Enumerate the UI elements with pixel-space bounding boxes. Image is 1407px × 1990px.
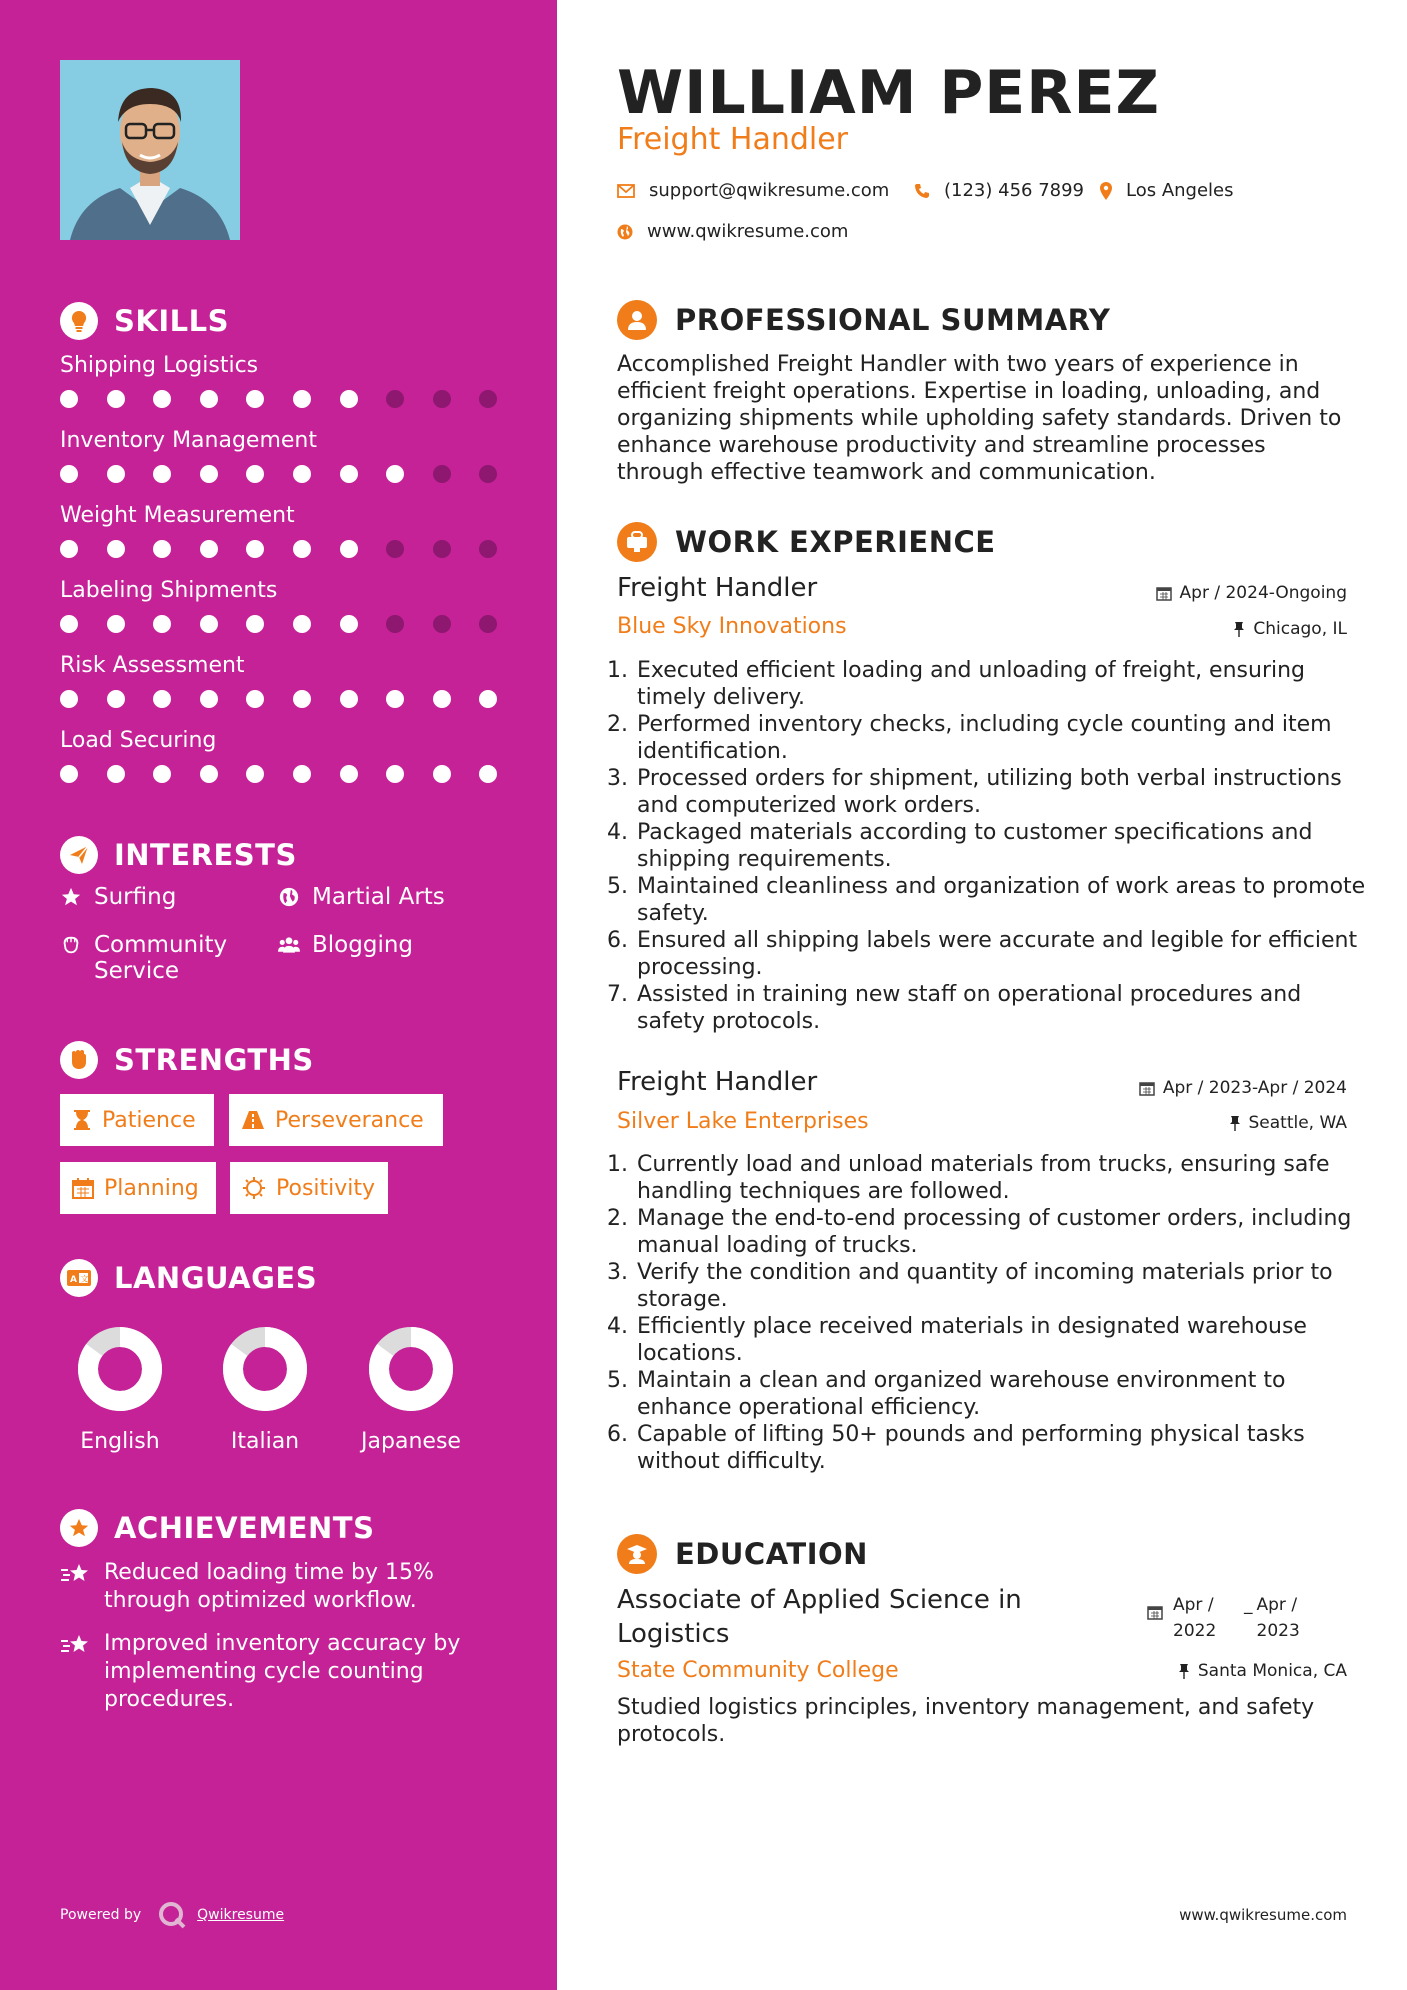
svg-text:文: 文 bbox=[80, 1274, 89, 1284]
rating-dot-empty bbox=[386, 390, 404, 408]
rating-dot-filled bbox=[200, 690, 218, 708]
rating-dot-filled bbox=[340, 465, 358, 483]
job-dates: Apr / 2024-Ongoing bbox=[1156, 583, 1347, 603]
job-duties bbox=[607, 1151, 1375, 1475]
hand-icon bbox=[60, 932, 82, 956]
rating-dot-filled bbox=[479, 690, 497, 708]
rating-dot-empty bbox=[433, 390, 451, 408]
contact-location: Los Angeles bbox=[1100, 180, 1234, 201]
globe-icon bbox=[278, 884, 300, 908]
pushpin-icon bbox=[1178, 1663, 1190, 1679]
strength-tag: Positivity bbox=[230, 1162, 388, 1214]
contact-phone[interactable]: (123) 456 7899 bbox=[914, 180, 1084, 201]
rating-dot-filled bbox=[153, 690, 171, 708]
summary-text: Accomplished Freight Handler with two years of experience in efficient freight operations. Expertise in loading, unloading, and organizing shipments while upholding safety standards. Driven to enhance warehouse productivity and streamline processes through effective teamwork and communication. bbox=[617, 352, 1342, 485]
rating-dot-filled bbox=[340, 690, 358, 708]
duty-item: 5. Maintained cleanliness and organization of work areas to promote safety. bbox=[635, 873, 1375, 927]
language-label: Japanese bbox=[361, 1429, 461, 1454]
rating-dot-empty bbox=[479, 465, 497, 483]
contact-website[interactable]: www.qwikresume.com bbox=[617, 221, 848, 242]
sun-icon bbox=[242, 1176, 266, 1200]
language-donut bbox=[223, 1327, 307, 1411]
education-end: Apr / 2023 bbox=[1256, 1595, 1300, 1641]
rating-dot-filled bbox=[293, 615, 311, 633]
graduate-icon bbox=[617, 1534, 657, 1574]
summary-heading: PROFESSIONAL SUMMARY bbox=[617, 300, 1110, 340]
rating-dot-empty bbox=[386, 615, 404, 633]
job-duties bbox=[607, 657, 1375, 1035]
strengths-heading: STRENGTHS bbox=[60, 1041, 314, 1079]
rating-dot-filled bbox=[153, 540, 171, 558]
rating-dot-filled bbox=[153, 615, 171, 633]
strength-tag: Patience bbox=[60, 1094, 214, 1146]
rating-dot-filled bbox=[246, 390, 264, 408]
rating-dot-filled bbox=[153, 390, 171, 408]
duty-item: 6. Ensured all shipping labels were accurate and legible for efficient processing. bbox=[635, 927, 1375, 981]
envelope-icon bbox=[617, 184, 635, 198]
duty-item: 5. Maintain a clean and organized warehouse environment to enhance operational efficiency. bbox=[635, 1367, 1375, 1421]
rating-dot-empty bbox=[479, 540, 497, 558]
calendar-icon bbox=[1156, 585, 1172, 601]
rating-dot-filled bbox=[293, 390, 311, 408]
duty-item: 3. Processed orders for shipment, utilizing both verbal instructions and computerized work orders. bbox=[635, 765, 1375, 819]
education-heading: EDUCATION bbox=[617, 1534, 868, 1574]
rating-dot-empty bbox=[433, 615, 451, 633]
experience-heading: WORK EXPERIENCE bbox=[617, 522, 996, 562]
job-title: Freight Handler bbox=[617, 573, 818, 603]
job-location: Chicago, IL bbox=[1233, 619, 1347, 639]
language-label: Italian bbox=[230, 1429, 300, 1454]
company-name: Silver Lake Enterprises bbox=[617, 1109, 869, 1134]
rating-dot-filled bbox=[293, 765, 311, 783]
date-separator: _ bbox=[1244, 1595, 1253, 1615]
rating-dot-filled bbox=[200, 390, 218, 408]
job-location: Seattle, WA bbox=[1229, 1113, 1348, 1133]
rating-dot-filled bbox=[293, 690, 311, 708]
rating-dot-filled bbox=[386, 690, 404, 708]
rating-dot-filled bbox=[246, 540, 264, 558]
interest-item: Martial Arts bbox=[278, 884, 445, 910]
language-label: English bbox=[80, 1429, 160, 1454]
rating-dot-filled bbox=[107, 540, 125, 558]
footer-url[interactable]: www.qwikresume.com bbox=[1179, 1906, 1347, 1924]
rating-dot-filled bbox=[107, 390, 125, 408]
calendar-icon bbox=[1139, 1080, 1155, 1096]
rating-dot-filled bbox=[386, 765, 404, 783]
rating-dot-filled bbox=[433, 690, 451, 708]
degree-title: Associate of Applied Science in Logistics bbox=[617, 1585, 1022, 1649]
rating-dot-filled bbox=[200, 615, 218, 633]
powered-by: Powered by Qwikresume bbox=[60, 1900, 284, 1930]
group-icon bbox=[278, 932, 300, 956]
duty-item: 4. Packaged materials according to customer specifications and shipping requirements. bbox=[635, 819, 1375, 873]
rating-dot-empty bbox=[433, 540, 451, 558]
pushpin-icon bbox=[1233, 621, 1245, 637]
qwikresume-logo-icon bbox=[157, 1900, 187, 1930]
candidate-name: WILLIAM PEREZ bbox=[617, 58, 1160, 128]
interest-item: Surfing bbox=[60, 884, 176, 910]
achievement-item: Reduced loading time by 15% through optimized workflow. bbox=[60, 1559, 490, 1615]
rating-dot-filled bbox=[433, 765, 451, 783]
education-dates bbox=[1147, 1592, 1312, 1644]
map-pin-icon bbox=[1100, 182, 1112, 200]
job-dates: Apr / 2023-Apr / 2024 bbox=[1139, 1078, 1347, 1098]
skills-heading: SKILLS bbox=[60, 302, 229, 340]
rating-dot-filled bbox=[60, 390, 78, 408]
rating-dot-filled bbox=[200, 765, 218, 783]
school-name: State Community College bbox=[617, 1658, 899, 1683]
rating-dot-filled bbox=[200, 540, 218, 558]
interest-item: Blogging bbox=[278, 932, 413, 958]
rating-dot-filled bbox=[107, 690, 125, 708]
rating-dot-filled bbox=[479, 765, 497, 783]
rating-dot-empty bbox=[386, 540, 404, 558]
education-description: Studied logistics principles, inventory management, and safety protocols. bbox=[617, 1695, 1315, 1747]
language-donut bbox=[369, 1327, 453, 1411]
company-name: Blue Sky Innovations bbox=[617, 614, 847, 639]
achievement-item: Improved inventory accuracy by implementing cycle counting procedures. bbox=[60, 1630, 490, 1714]
rating-dot-filled bbox=[340, 765, 358, 783]
calendar-icon bbox=[72, 1177, 94, 1199]
star-icon bbox=[60, 884, 82, 908]
job-title: Freight Handler bbox=[617, 1067, 818, 1097]
skill-name: Weight Measurement bbox=[60, 503, 295, 528]
education-start: Apr / 2022 bbox=[1173, 1595, 1217, 1641]
rating-dot-filled bbox=[340, 540, 358, 558]
duty-item: 6. Capable of lifting 50+ pounds and performing physical tasks without difficulty. bbox=[635, 1421, 1375, 1475]
language-donut bbox=[78, 1327, 162, 1411]
phone-icon bbox=[914, 183, 930, 199]
rating-dot-filled bbox=[293, 540, 311, 558]
interest-item: Community Service bbox=[60, 932, 260, 984]
duty-item: 1. Executed efficient loading and unloading of freight, ensuring timely delivery. bbox=[635, 657, 1375, 711]
skill-name: Load Securing bbox=[60, 728, 217, 753]
duty-item: 2. Performed inventory checks, including cycle counting and item identification. bbox=[635, 711, 1375, 765]
svg-text:A: A bbox=[70, 1275, 77, 1285]
rating-dot-filled bbox=[340, 390, 358, 408]
profile-photo bbox=[60, 60, 240, 240]
rating-dot-filled bbox=[340, 615, 358, 633]
calendar-icon bbox=[1147, 1604, 1163, 1620]
strength-tag: Perseverance bbox=[229, 1094, 443, 1146]
rating-dot-filled bbox=[246, 765, 264, 783]
rating-dot-filled bbox=[386, 465, 404, 483]
road-icon bbox=[241, 1110, 265, 1130]
rating-dot-filled bbox=[60, 465, 78, 483]
rating-dot-empty bbox=[433, 465, 451, 483]
rating-dot-empty bbox=[479, 390, 497, 408]
user-icon bbox=[617, 300, 657, 340]
rating-dot-filled bbox=[107, 615, 125, 633]
rating-dot-filled bbox=[107, 465, 125, 483]
rating-dot-filled bbox=[246, 465, 264, 483]
skill-name: Risk Assessment bbox=[60, 653, 245, 678]
rating-dot-filled bbox=[107, 765, 125, 783]
shooting-star-icon bbox=[60, 1630, 92, 1666]
interests-heading: INTERESTS bbox=[60, 836, 297, 874]
hourglass-icon bbox=[72, 1109, 92, 1131]
star-badge-icon bbox=[60, 1509, 98, 1547]
rating-dot-filled bbox=[153, 765, 171, 783]
candidate-title: Freight Handler bbox=[617, 122, 849, 157]
sidebar bbox=[0, 0, 557, 1990]
rating-dot-filled bbox=[60, 540, 78, 558]
qwikresume-link[interactable]: Qwikresume bbox=[197, 1907, 285, 1923]
rating-dot-filled bbox=[60, 765, 78, 783]
skill-name: Labeling Shipments bbox=[60, 578, 278, 603]
education-location: Santa Monica, CA bbox=[1178, 1661, 1347, 1681]
rating-dot-filled bbox=[60, 690, 78, 708]
duty-item: 2. Manage the end-to-end processing of customer orders, including manual loading of trucks. bbox=[635, 1205, 1375, 1259]
rating-dot-filled bbox=[60, 615, 78, 633]
rating-dot-filled bbox=[293, 465, 311, 483]
strength-tag: Planning bbox=[60, 1162, 216, 1214]
duty-item: 4. Efficiently place received materials in designated warehouse locations. bbox=[635, 1313, 1375, 1367]
shooting-star-icon bbox=[60, 1559, 92, 1595]
pushpin-icon bbox=[1229, 1115, 1241, 1131]
duty-item: 7. Assisted in training new staff on operational procedures and safety protocols. bbox=[635, 981, 1375, 1035]
achievements-heading: ACHIEVEMENTS bbox=[60, 1509, 374, 1547]
rating-dot-filled bbox=[246, 615, 264, 633]
skill-name: Shipping Logistics bbox=[60, 353, 259, 378]
skill-name: Inventory Management bbox=[60, 428, 317, 453]
duty-item: 3. Verify the condition and quantity of incoming materials prior to storage. bbox=[635, 1259, 1375, 1313]
rating-dot-filled bbox=[200, 465, 218, 483]
language-icon bbox=[60, 1259, 98, 1297]
duty-item: 1. Currently load and unload materials from trucks, ensuring safe handling techniques are followed. bbox=[635, 1151, 1375, 1205]
rating-dot-filled bbox=[246, 690, 264, 708]
rating-dot-empty bbox=[479, 615, 497, 633]
rating-dot-filled bbox=[153, 465, 171, 483]
fist-icon bbox=[60, 1041, 98, 1079]
contact-email[interactable]: support@qwikresume.com bbox=[617, 180, 889, 201]
languages-heading: A 文 LANGUAGES bbox=[60, 1259, 317, 1297]
briefcase-icon bbox=[617, 522, 657, 562]
globe-icon bbox=[617, 224, 633, 240]
lightbulb-icon bbox=[60, 302, 98, 340]
paper-plane-icon bbox=[60, 836, 98, 874]
